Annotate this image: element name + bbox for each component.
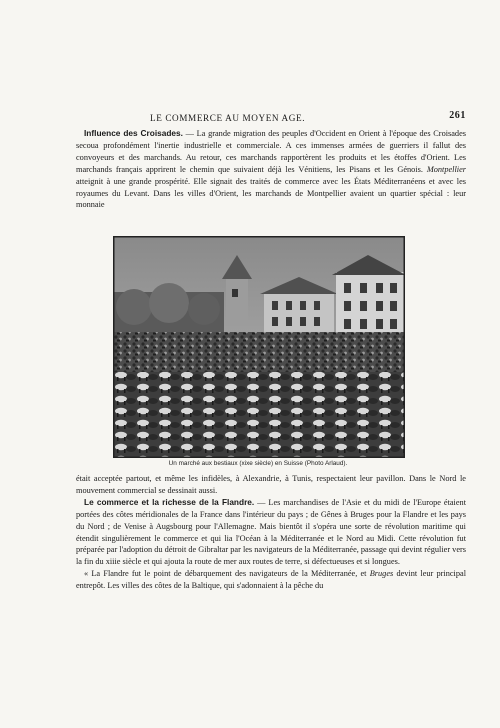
paragraph-text: « La Flandre fut le point de débarquement des navigateurs de la Méditerranée, et bbox=[84, 569, 370, 579]
paragraph-croisades bbox=[76, 128, 466, 211]
photo-illustration bbox=[113, 236, 405, 458]
running-header bbox=[92, 110, 466, 127]
paragraph-text: — Les marchandises de l'Asie et du midi de l'Europe étaient portées des côtes méridionales de la France dans l'intérieur du pays ; de Gênes à Bruges pour la Flandre et les pays du Nord ; de Venise à Augsbourg pour l'Allemagne. Mais bientôt il s'opéra une sorte de révolution maritime qui étendit singulièrement le commerce et qui lia l'Océan à la Méditerranée et le Nord au Midi. Cette révolution fut préparée par l'adoption du détroit de Gibraltar par les navigateurs de la Méditerranée, passage qui devint régulier vers la fin du xiiie siècle et qui ajouta la route de mer aux routes de terre, si défectueuses et si longues. bbox=[76, 497, 466, 567]
italic-city-name: Montpellier bbox=[426, 164, 466, 174]
text-block-top bbox=[76, 128, 466, 211]
cattle-market-photo bbox=[114, 237, 404, 457]
figure-caption: Un marché aux bestiaux (xixe siècle) en Suisse (Photo Arlaud). bbox=[168, 460, 348, 467]
paragraph-bruges bbox=[76, 568, 466, 592]
paragraph-continuation: était acceptée partout, et même les infidèles, à Alexandrie, à Tunis, respectaient leur pavillon. Dans le Nord le mouvement commercial se dessinait aussi. bbox=[76, 474, 466, 495]
paragraph-text: devint leur principal entrepôt. Les villes des côtes de la Baltique, qui s'adonnaient à la pêche du bbox=[76, 569, 466, 591]
section-heading-croisades: Influence des Croisades. bbox=[84, 128, 183, 138]
paragraph-flandre bbox=[76, 497, 466, 568]
italic-city-name: Bruges bbox=[369, 569, 394, 579]
paragraph-text: atteignit à une grande prospérité. Elle signait des traités de commerce avec les États Méditerranéens et avec les royaumes du Levant. Dans les villes d'Orient, les marchands de Montpellier avaient un quartier spécial : leur monnaie bbox=[76, 176, 466, 210]
section-heading-flandre: Le commerce et la richesse de la Flandre. bbox=[84, 496, 255, 507]
chapter-title: LE COMMERCE AU MOYEN AGE. bbox=[150, 113, 306, 123]
paragraph-text: — La grande migration des peuples d'Occident en Orient à l'époque des Croisades secoua profondément l'inertie industrielle et commerciale. A ces immenses armées de guerriers il fallut des convoyeurs et des marchands. Au retour, ces marchands rapportèrent les produits et les étoffes d'Orient. Les marchands français apprirent le chemin que suivaient déjà les Vénitiens, les Pisans et les Génois. bbox=[76, 129, 466, 174]
text-block-bottom bbox=[76, 473, 466, 592]
page-number: 261 bbox=[449, 110, 466, 121]
